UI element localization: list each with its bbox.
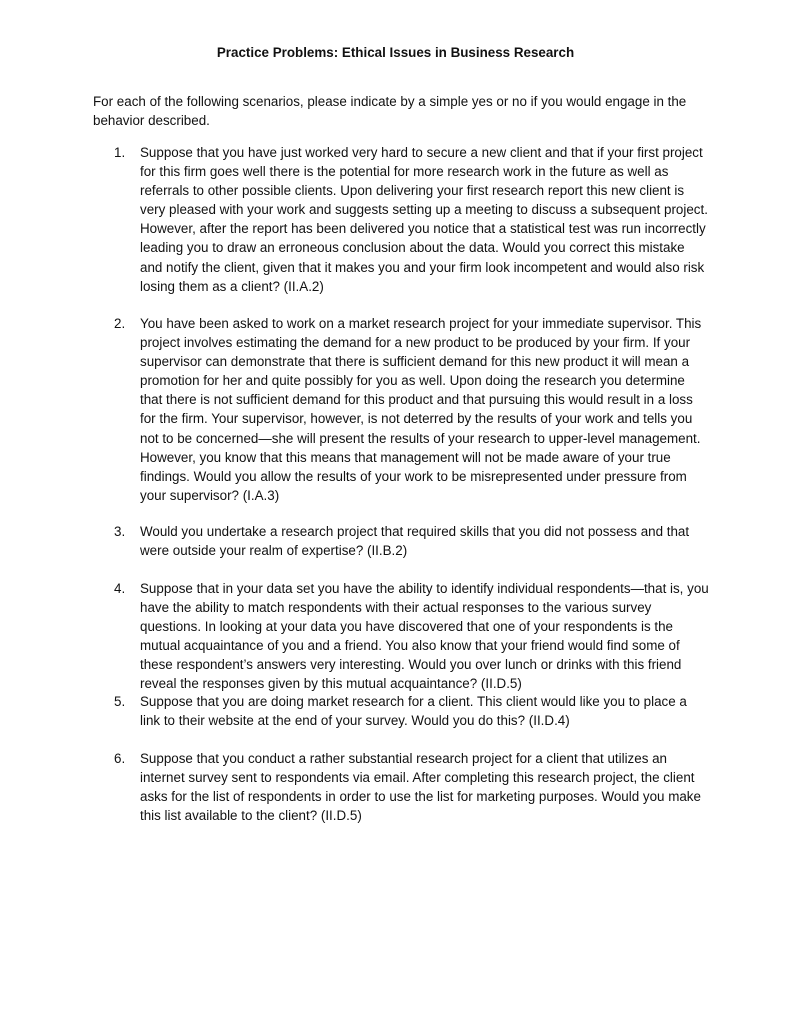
scenario-number: 3. [114, 524, 126, 539]
scenario-item-2 [114, 314, 710, 505]
scenario-text: Would you undertake a research project that required skills that you did not possess and that were outside your realm of expertise? (II.B.2) [140, 524, 690, 559]
scenario-number: 5. [114, 694, 126, 709]
document-title: Practice Problems: Ethical Issues in Business Research [216, 45, 575, 60]
scenario-text: Suppose that you conduct a rather substantial research project for a client that utilizes an internet survey sent to respondents via email. After completing this research project, the client asks for the list of respondents in order to use the list for marketing purposes. Would you make this list available to the client? (II.D.5) [140, 751, 701, 824]
scenario-item-5 [114, 692, 710, 730]
scenario-item-4 [114, 579, 710, 694]
scenario-item-6 [114, 749, 710, 825]
scenario-number: 4. [114, 581, 126, 596]
instructions-paragraph: For each of the following scenarios, please indicate by a simple yes or no if you would engage in the behavior described. [93, 94, 687, 128]
scenario-number: 2. [114, 316, 126, 331]
scenario-item-3 [114, 522, 710, 560]
scenario-number: 6. [114, 751, 126, 766]
scenario-text: Suppose that in your data set you have the ability to identify individual respondents—that is, you have the ability to match respondents with their actual responses to the various survey questions. In looking at your data you have discovered that one of your respondents is the mutual acquaintance of you and a friend. You also know that your friend would find some of these respondent’s answers very interesting. Would you over lunch or drinks with this friend reveal the responses given by this mutual acquaintance? (II.D.5) [140, 581, 709, 692]
scenario-text: Suppose that you are doing market research for a client. This client would like you to place a link to their website at the end of your survey. Would you do this? (II.D.4) [140, 694, 687, 729]
scenario-number: 1. [114, 145, 126, 160]
scenario-item-1 [114, 143, 710, 296]
scenario-text: You have been asked to work on a market research project for your immediate supervisor. This project involves estimating the demand for a new product to be produced by your firm. If your supervisor can demonstrate that there is sufficient demand for this new product it will mean a promotion for her and quite possibly for you as well. Upon doing the research you determine that there is not sufficient demand for this product and that pursuing this would result in a loss for the firm. Your supervisor, however, is not deterred by the results of your work and tells you not to be concerned—she will present the results of your research to upper-level management. However, you know that this means that management will not be made aware of your true findings. Would you allow the results of your work to be misrepresented under pressure from your supervisor? (I.A.3) [140, 316, 702, 503]
scenario-text: Suppose that you have just worked very hard to secure a new client and that if your first project for this firm goes well there is the potential for more research work in the future as well as referrals to other possible clients. Upon delivering your first research report this new client is very pleased with your work and suggests setting up a meeting to discuss a subsequent project. However, after the report has been delivered you notice that a statistical test was run incorrectly leading you to draw an erroneous conclusion about the data. Would you correct this mistake and notify the client, given that it makes you and your firm look incompetent and would also risk losing them as a client? (II.A.2) [140, 145, 708, 294]
